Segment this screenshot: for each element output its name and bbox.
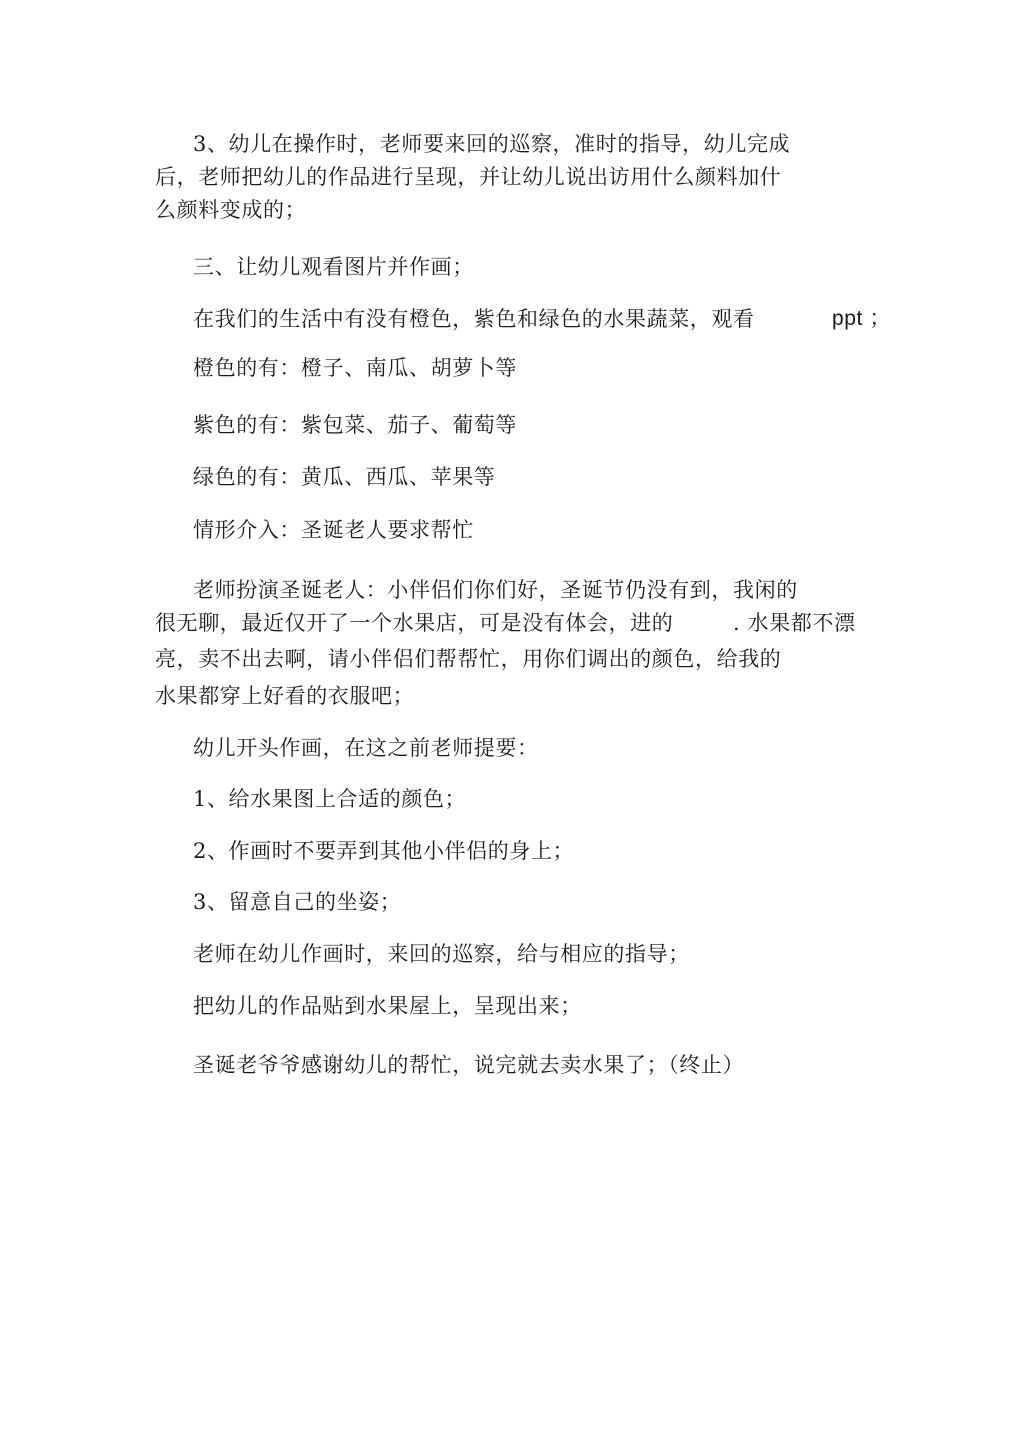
- paragraph-line: 圣诞老爷爷感谢幼儿的帮忙，说完就去卖水果了；（终止）: [193, 1053, 745, 1077]
- paragraph-line: 老师在幼儿作画时，来回的巡察，给与相应的指导；: [193, 942, 690, 966]
- list-item: 绿色的有：黄瓜、西瓜、苹果等: [193, 465, 496, 489]
- paragraph-line: 后，老师把幼儿的作品进行呈现，并让幼儿说出访用什么颜料加什: [155, 165, 782, 189]
- paragraph-line: 很无聊，最近仅开了一个水果店，可是没有体会，进的: [155, 611, 674, 635]
- paragraph-line: 把幼儿的作品贴到水果屋上，呈现出来；: [193, 994, 582, 1018]
- list-item: 1、给水果图上合适的颜色；: [193, 787, 467, 811]
- paragraph-line: 老师扮演圣诞老人：小伴侣们你们好，圣诞节仍没有到，我闲的: [193, 578, 798, 602]
- section-heading: 三、让幼儿观看图片并作画；: [193, 255, 474, 279]
- paragraph-line: . 水果都不漂: [733, 611, 856, 635]
- paragraph-line: 水果都穿上好看的衣服吧；: [155, 684, 415, 708]
- paragraph-line: 在我们的生活中有没有橙色，紫色和绿色的水果蔬菜，观看: [193, 307, 755, 331]
- list-item: 紫色的有：紫包菜、茄子、葡萄等: [193, 413, 517, 437]
- ppt-reference: ppt ；: [832, 307, 892, 330]
- paragraph-line: 3、幼儿在操作时，老师要来回的巡察，准时的指导，幼儿完成: [193, 132, 791, 156]
- list-item: 情形介入：圣诞老人要求帮忙: [193, 518, 474, 542]
- paragraph-line: 亮，卖不出去啊，请小伴侣们帮帮忙，用你们调出的颜色，给我的: [155, 647, 782, 671]
- paragraph-line: 幼儿开头作画，在这之前老师提要：: [193, 736, 539, 760]
- list-item: 3、留意自己的坐姿；: [193, 890, 402, 914]
- list-item: 橙色的有：橙子、南瓜、胡萝卜等: [193, 356, 517, 380]
- list-item: 2、作画时不要弄到其他小伴侣的身上；: [193, 839, 575, 863]
- paragraph-line: 么颜料变成的；: [155, 198, 307, 222]
